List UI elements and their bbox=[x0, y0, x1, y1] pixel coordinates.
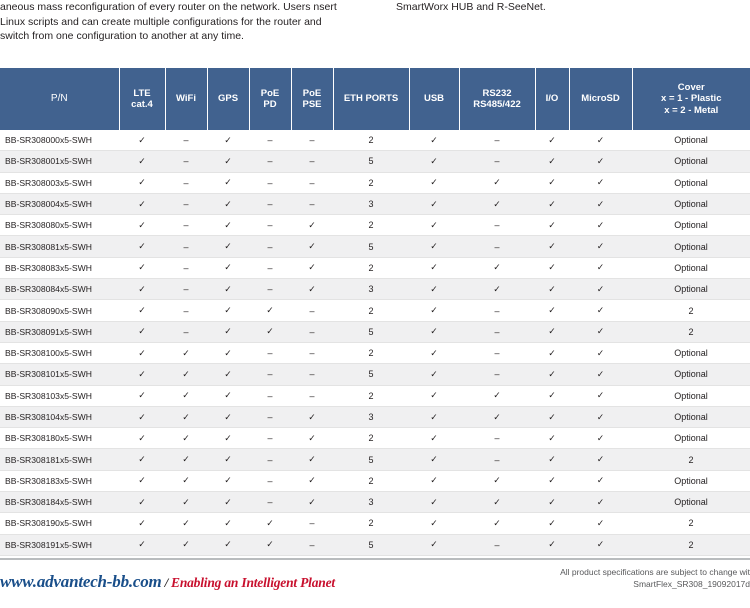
table-row bbox=[0, 492, 750, 513]
cell-poepse: ✓ bbox=[291, 215, 333, 236]
cell-microsd: ✓ bbox=[569, 428, 632, 449]
table-row bbox=[0, 193, 750, 214]
table-row bbox=[0, 513, 750, 534]
cell-cover: Optional bbox=[632, 428, 750, 449]
cell-cover: Optional bbox=[632, 406, 750, 427]
table-row bbox=[0, 300, 750, 321]
cell-poepse: – bbox=[291, 172, 333, 193]
cell-gps: ✓ bbox=[207, 236, 249, 257]
cell-rs: – bbox=[459, 151, 535, 172]
cell-io: ✓ bbox=[535, 321, 569, 342]
cell-wifi: ✓ bbox=[165, 385, 207, 406]
cell-eth: 5 bbox=[333, 534, 409, 555]
cell-gps: ✓ bbox=[207, 449, 249, 470]
cell-microsd: ✓ bbox=[569, 492, 632, 513]
cell-eth: 5 bbox=[333, 321, 409, 342]
cell-usb: ✓ bbox=[409, 449, 459, 470]
cell-poepse: – bbox=[291, 321, 333, 342]
column-header-pn: P/N bbox=[0, 68, 119, 130]
table-row bbox=[0, 215, 750, 236]
cell-microsd: ✓ bbox=[569, 151, 632, 172]
table-row bbox=[0, 406, 750, 427]
cell-cover: Optional bbox=[632, 257, 750, 278]
cell-microsd: ✓ bbox=[569, 300, 632, 321]
cell-lte: ✓ bbox=[119, 300, 165, 321]
cell-wifi: – bbox=[165, 193, 207, 214]
cell-microsd: ✓ bbox=[569, 257, 632, 278]
brand-block bbox=[0, 572, 335, 592]
cell-part-number: BB-SR308100x5-SWH bbox=[0, 342, 119, 363]
cell-cover: Optional bbox=[632, 130, 750, 151]
cell-poepd: – bbox=[249, 342, 291, 363]
legal-notice bbox=[560, 566, 750, 590]
cell-rs: – bbox=[459, 215, 535, 236]
cell-part-number: BB-SR308184x5-SWH bbox=[0, 492, 119, 513]
cell-lte: ✓ bbox=[119, 428, 165, 449]
cell-microsd: ✓ bbox=[569, 321, 632, 342]
cell-eth: 2 bbox=[333, 130, 409, 151]
column-header-wifi: WiFi bbox=[165, 68, 207, 130]
cell-cover: 2 bbox=[632, 321, 750, 342]
table-row bbox=[0, 279, 750, 300]
cell-lte: ✓ bbox=[119, 492, 165, 513]
cell-usb: ✓ bbox=[409, 151, 459, 172]
cell-usb: ✓ bbox=[409, 428, 459, 449]
column-header-microsd: MicroSD bbox=[569, 68, 632, 130]
cell-lte: ✓ bbox=[119, 406, 165, 427]
cell-microsd: ✓ bbox=[569, 449, 632, 470]
cell-poepd: – bbox=[249, 193, 291, 214]
cell-poepse: – bbox=[291, 364, 333, 385]
cell-lte: ✓ bbox=[119, 236, 165, 257]
cell-usb: ✓ bbox=[409, 406, 459, 427]
cell-gps: ✓ bbox=[207, 342, 249, 363]
cell-rs: ✓ bbox=[459, 385, 535, 406]
cell-cover: Optional bbox=[632, 492, 750, 513]
cell-eth: 2 bbox=[333, 513, 409, 534]
cell-io: ✓ bbox=[535, 257, 569, 278]
cell-usb: ✓ bbox=[409, 321, 459, 342]
cell-rs: – bbox=[459, 300, 535, 321]
cell-wifi: ✓ bbox=[165, 449, 207, 470]
cell-io: ✓ bbox=[535, 342, 569, 363]
table-header-row bbox=[0, 68, 750, 130]
cell-io: ✓ bbox=[535, 130, 569, 151]
cell-poepse: – bbox=[291, 385, 333, 406]
cell-usb: ✓ bbox=[409, 236, 459, 257]
cell-poepse: ✓ bbox=[291, 492, 333, 513]
column-header-cover: Cover x = 1 - Plastic x = 2 - Metal bbox=[632, 68, 750, 130]
cell-microsd: ✓ bbox=[569, 406, 632, 427]
cell-poepd: ✓ bbox=[249, 321, 291, 342]
cell-usb: ✓ bbox=[409, 364, 459, 385]
table-row bbox=[0, 130, 750, 151]
cell-gps: ✓ bbox=[207, 534, 249, 555]
cell-gps: ✓ bbox=[207, 172, 249, 193]
cell-lte: ✓ bbox=[119, 342, 165, 363]
table-row bbox=[0, 364, 750, 385]
brand-separator: / bbox=[164, 575, 169, 590]
cell-part-number: BB-SR308081x5-SWH bbox=[0, 236, 119, 257]
cell-wifi: – bbox=[165, 130, 207, 151]
cell-io: ✓ bbox=[535, 492, 569, 513]
cell-poepd: – bbox=[249, 151, 291, 172]
cell-gps: ✓ bbox=[207, 513, 249, 534]
cell-lte: ✓ bbox=[119, 257, 165, 278]
cell-rs: – bbox=[459, 534, 535, 555]
cell-gps: ✓ bbox=[207, 470, 249, 491]
cell-io: ✓ bbox=[535, 428, 569, 449]
cell-eth: 3 bbox=[333, 492, 409, 513]
cell-usb: ✓ bbox=[409, 385, 459, 406]
cell-lte: ✓ bbox=[119, 470, 165, 491]
cell-cover: Optional bbox=[632, 215, 750, 236]
cell-usb: ✓ bbox=[409, 215, 459, 236]
cell-eth: 2 bbox=[333, 470, 409, 491]
cell-cover: 2 bbox=[632, 534, 750, 555]
cell-poepd: – bbox=[249, 215, 291, 236]
cell-poepse: ✓ bbox=[291, 470, 333, 491]
cell-poepd: – bbox=[249, 449, 291, 470]
cell-eth: 2 bbox=[333, 385, 409, 406]
cell-poepse: – bbox=[291, 151, 333, 172]
cell-rs: – bbox=[459, 236, 535, 257]
cell-lte: ✓ bbox=[119, 130, 165, 151]
cell-eth: 2 bbox=[333, 342, 409, 363]
table-row bbox=[0, 172, 750, 193]
cell-io: ✓ bbox=[535, 300, 569, 321]
cell-cover: Optional bbox=[632, 172, 750, 193]
table-row bbox=[0, 321, 750, 342]
cell-part-number: BB-SR308001x5-SWH bbox=[0, 151, 119, 172]
cell-lte: ✓ bbox=[119, 279, 165, 300]
cell-wifi: ✓ bbox=[165, 364, 207, 385]
cell-cover: Optional bbox=[632, 470, 750, 491]
cell-cover: Optional bbox=[632, 151, 750, 172]
cell-io: ✓ bbox=[535, 513, 569, 534]
cell-usb: ✓ bbox=[409, 130, 459, 151]
table-row bbox=[0, 449, 750, 470]
page-footer bbox=[0, 566, 750, 608]
cell-microsd: ✓ bbox=[569, 130, 632, 151]
cell-gps: ✓ bbox=[207, 130, 249, 151]
cell-part-number: BB-SR308101x5-SWH bbox=[0, 364, 119, 385]
cell-gps: ✓ bbox=[207, 428, 249, 449]
column-header-lte: LTE cat.4 bbox=[119, 68, 165, 130]
cell-eth: 2 bbox=[333, 215, 409, 236]
cell-part-number: BB-SR308091x5-SWH bbox=[0, 321, 119, 342]
table-row bbox=[0, 470, 750, 491]
cell-eth: 3 bbox=[333, 193, 409, 214]
cell-eth: 3 bbox=[333, 279, 409, 300]
cell-part-number: BB-SR308000x5-SWH bbox=[0, 130, 119, 151]
cell-io: ✓ bbox=[535, 364, 569, 385]
cell-wifi: – bbox=[165, 321, 207, 342]
cell-rs: ✓ bbox=[459, 470, 535, 491]
cell-usb: ✓ bbox=[409, 534, 459, 555]
cell-wifi: ✓ bbox=[165, 428, 207, 449]
cell-part-number: BB-SR308191x5-SWH bbox=[0, 534, 119, 555]
cell-usb: ✓ bbox=[409, 257, 459, 278]
cell-lte: ✓ bbox=[119, 449, 165, 470]
cell-poepse: ✓ bbox=[291, 236, 333, 257]
cell-wifi: – bbox=[165, 151, 207, 172]
cell-poepd: ✓ bbox=[249, 513, 291, 534]
cell-eth: 3 bbox=[333, 406, 409, 427]
cell-part-number: BB-SR308003x5-SWH bbox=[0, 172, 119, 193]
cell-gps: ✓ bbox=[207, 279, 249, 300]
cell-poepd: – bbox=[249, 492, 291, 513]
cell-gps: ✓ bbox=[207, 385, 249, 406]
table-row bbox=[0, 257, 750, 278]
cell-part-number: BB-SR308190x5-SWH bbox=[0, 513, 119, 534]
cell-microsd: ✓ bbox=[569, 215, 632, 236]
cell-wifi: – bbox=[165, 257, 207, 278]
cell-io: ✓ bbox=[535, 172, 569, 193]
intro-paragraph-right: SmartWorx HUB and R-SeeNet. bbox=[396, 1, 546, 13]
cell-poepd: – bbox=[249, 279, 291, 300]
cell-io: ✓ bbox=[535, 215, 569, 236]
intro-section bbox=[0, 0, 750, 56]
column-header-poe-pd: PoE PD bbox=[249, 68, 291, 130]
column-header-gps: GPS bbox=[207, 68, 249, 130]
cell-lte: ✓ bbox=[119, 364, 165, 385]
cell-cover: 2 bbox=[632, 300, 750, 321]
cell-microsd: ✓ bbox=[569, 279, 632, 300]
cell-eth: 2 bbox=[333, 172, 409, 193]
cell-poepse: ✓ bbox=[291, 449, 333, 470]
cell-poepd: – bbox=[249, 470, 291, 491]
table-row bbox=[0, 385, 750, 406]
cell-eth: 5 bbox=[333, 236, 409, 257]
cell-poepd: ✓ bbox=[249, 534, 291, 555]
cell-io: ✓ bbox=[535, 470, 569, 491]
footer-divider bbox=[0, 558, 750, 560]
cell-gps: ✓ bbox=[207, 215, 249, 236]
cell-lte: ✓ bbox=[119, 172, 165, 193]
cell-rs: ✓ bbox=[459, 279, 535, 300]
cell-rs: ✓ bbox=[459, 406, 535, 427]
cell-usb: ✓ bbox=[409, 470, 459, 491]
cell-poepse: ✓ bbox=[291, 428, 333, 449]
intro-paragraph-left: aneous mass reconfiguration of every router on the network. Users nsert Linux scripts and can create multiple configurations for the router and switch from one configuration to another at any time. bbox=[0, 1, 337, 42]
cell-poepse: – bbox=[291, 513, 333, 534]
cell-poepd: – bbox=[249, 406, 291, 427]
cell-io: ✓ bbox=[535, 385, 569, 406]
column-header-eth-ports: ETH PORTS bbox=[333, 68, 409, 130]
cell-usb: ✓ bbox=[409, 193, 459, 214]
cell-gps: ✓ bbox=[207, 321, 249, 342]
table-row bbox=[0, 428, 750, 449]
column-header-poe-pse: PoE PSE bbox=[291, 68, 333, 130]
cell-poepse: ✓ bbox=[291, 257, 333, 278]
cell-poepse: – bbox=[291, 534, 333, 555]
cell-cover: 2 bbox=[632, 449, 750, 470]
cell-eth: 5 bbox=[333, 151, 409, 172]
cell-part-number: BB-SR308004x5-SWH bbox=[0, 193, 119, 214]
cell-eth: 5 bbox=[333, 364, 409, 385]
cell-lte: ✓ bbox=[119, 534, 165, 555]
cell-poepd: – bbox=[249, 130, 291, 151]
cell-poepd: – bbox=[249, 236, 291, 257]
cell-wifi: ✓ bbox=[165, 492, 207, 513]
cell-eth: 2 bbox=[333, 300, 409, 321]
cell-io: ✓ bbox=[535, 151, 569, 172]
cell-cover: Optional bbox=[632, 279, 750, 300]
cell-gps: ✓ bbox=[207, 300, 249, 321]
cell-part-number: BB-SR308083x5-SWH bbox=[0, 257, 119, 278]
cell-gps: ✓ bbox=[207, 492, 249, 513]
cell-rs: ✓ bbox=[459, 513, 535, 534]
cell-rs: – bbox=[459, 428, 535, 449]
cell-rs: – bbox=[459, 130, 535, 151]
cell-rs: ✓ bbox=[459, 492, 535, 513]
cell-io: ✓ bbox=[535, 193, 569, 214]
table-row bbox=[0, 534, 750, 555]
cell-poepd: – bbox=[249, 385, 291, 406]
cell-gps: ✓ bbox=[207, 151, 249, 172]
legal-line-2: SmartFlex_SR308_19092017d bbox=[633, 579, 750, 589]
cell-eth: 2 bbox=[333, 257, 409, 278]
cell-rs: ✓ bbox=[459, 257, 535, 278]
cell-eth: 5 bbox=[333, 449, 409, 470]
cell-microsd: ✓ bbox=[569, 342, 632, 363]
cell-part-number: BB-SR308183x5-SWH bbox=[0, 470, 119, 491]
cell-usb: ✓ bbox=[409, 342, 459, 363]
cell-part-number: BB-SR308080x5-SWH bbox=[0, 215, 119, 236]
cell-part-number: BB-SR308103x5-SWH bbox=[0, 385, 119, 406]
cell-io: ✓ bbox=[535, 236, 569, 257]
cell-microsd: ✓ bbox=[569, 193, 632, 214]
cell-cover: Optional bbox=[632, 236, 750, 257]
cell-wifi: – bbox=[165, 279, 207, 300]
cell-io: ✓ bbox=[535, 279, 569, 300]
cell-rs: – bbox=[459, 449, 535, 470]
legal-line-1: All product specifications are subject to change wit bbox=[560, 567, 750, 577]
cell-lte: ✓ bbox=[119, 321, 165, 342]
cell-wifi: ✓ bbox=[165, 406, 207, 427]
table-row bbox=[0, 236, 750, 257]
cell-poepse: ✓ bbox=[291, 406, 333, 427]
cell-rs: – bbox=[459, 364, 535, 385]
cell-eth: 2 bbox=[333, 428, 409, 449]
cell-poepse: – bbox=[291, 193, 333, 214]
cell-wifi: ✓ bbox=[165, 513, 207, 534]
cell-lte: ✓ bbox=[119, 385, 165, 406]
cell-lte: ✓ bbox=[119, 151, 165, 172]
cell-gps: ✓ bbox=[207, 364, 249, 385]
cell-part-number: BB-SR308104x5-SWH bbox=[0, 406, 119, 427]
cell-poepse: ✓ bbox=[291, 279, 333, 300]
cell-poepse: – bbox=[291, 130, 333, 151]
cell-poepse: – bbox=[291, 342, 333, 363]
brand-tagline: Enabling an Intelligent Planet bbox=[171, 575, 335, 590]
cell-usb: ✓ bbox=[409, 513, 459, 534]
cell-cover: 2 bbox=[632, 513, 750, 534]
cell-gps: ✓ bbox=[207, 406, 249, 427]
cell-poepd: ✓ bbox=[249, 300, 291, 321]
cell-part-number: BB-SR308090x5-SWH bbox=[0, 300, 119, 321]
cell-poepd: – bbox=[249, 257, 291, 278]
cell-wifi: ✓ bbox=[165, 534, 207, 555]
cell-rs: – bbox=[459, 342, 535, 363]
cell-microsd: ✓ bbox=[569, 236, 632, 257]
cell-wifi: – bbox=[165, 172, 207, 193]
cell-rs: ✓ bbox=[459, 193, 535, 214]
column-header-io: I/O bbox=[535, 68, 569, 130]
cell-cover: Optional bbox=[632, 342, 750, 363]
table-row bbox=[0, 342, 750, 363]
cell-lte: ✓ bbox=[119, 215, 165, 236]
cell-microsd: ✓ bbox=[569, 364, 632, 385]
cell-microsd: ✓ bbox=[569, 534, 632, 555]
column-header-usb: USB bbox=[409, 68, 459, 130]
cell-wifi: ✓ bbox=[165, 470, 207, 491]
cell-usb: ✓ bbox=[409, 279, 459, 300]
cell-cover: Optional bbox=[632, 193, 750, 214]
cell-part-number: BB-SR308180x5-SWH bbox=[0, 428, 119, 449]
cell-rs: ✓ bbox=[459, 172, 535, 193]
cell-wifi: – bbox=[165, 236, 207, 257]
table-row bbox=[0, 151, 750, 172]
cell-poepse: – bbox=[291, 300, 333, 321]
table-header bbox=[0, 68, 750, 130]
cell-usb: ✓ bbox=[409, 172, 459, 193]
cell-cover: Optional bbox=[632, 364, 750, 385]
cell-wifi: – bbox=[165, 300, 207, 321]
cell-rs: – bbox=[459, 321, 535, 342]
cell-io: ✓ bbox=[535, 406, 569, 427]
cell-wifi: ✓ bbox=[165, 342, 207, 363]
cell-poepd: – bbox=[249, 364, 291, 385]
cell-microsd: ✓ bbox=[569, 385, 632, 406]
cell-io: ✓ bbox=[535, 534, 569, 555]
cell-microsd: ✓ bbox=[569, 470, 632, 491]
cell-lte: ✓ bbox=[119, 513, 165, 534]
cell-wifi: – bbox=[165, 215, 207, 236]
table-body bbox=[0, 130, 750, 555]
brand-url[interactable]: www.advantech-bb.com bbox=[0, 572, 162, 591]
column-header-rs232: RS232 RS485/422 bbox=[459, 68, 535, 130]
cell-lte: ✓ bbox=[119, 193, 165, 214]
cell-gps: ✓ bbox=[207, 193, 249, 214]
cell-part-number: BB-SR308084x5-SWH bbox=[0, 279, 119, 300]
cell-part-number: BB-SR308181x5-SWH bbox=[0, 449, 119, 470]
cell-microsd: ✓ bbox=[569, 513, 632, 534]
cell-poepd: – bbox=[249, 172, 291, 193]
cell-io: ✓ bbox=[535, 449, 569, 470]
cell-cover: Optional bbox=[632, 385, 750, 406]
cell-poepd: – bbox=[249, 428, 291, 449]
cell-usb: ✓ bbox=[409, 300, 459, 321]
product-specification-table bbox=[0, 68, 750, 556]
cell-usb: ✓ bbox=[409, 492, 459, 513]
cell-microsd: ✓ bbox=[569, 172, 632, 193]
cell-gps: ✓ bbox=[207, 257, 249, 278]
